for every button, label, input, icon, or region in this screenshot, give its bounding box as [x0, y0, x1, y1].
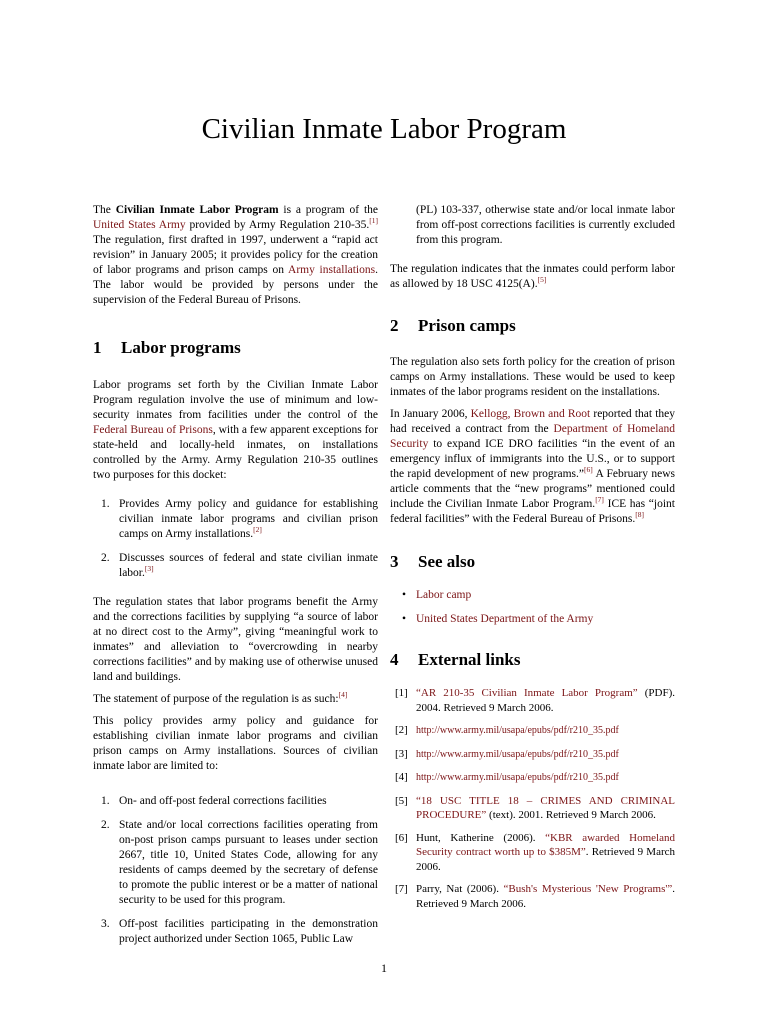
policy-quote: This policy provides army policy and guidance for establishing civilian inmate labor programs and civilian prison camps on Army installations. Sources of civilian inmate labor are limited to:	[93, 715, 378, 772]
ref-link-2[interactable]: [2]	[253, 525, 262, 535]
list-item: 1. On- and off-post federal corrections facilities	[101, 795, 327, 807]
link-kellogg-brown-and-root[interactable]: Kellogg, Brown and Root	[470, 408, 591, 420]
heading-external-links: 4 External links	[390, 650, 521, 669]
list-item: • United States Department of the Army	[402, 613, 594, 625]
link-department-of-homeland-security[interactable]: Department of Homeland Security	[390, 423, 676, 450]
reference-link[interactable]: “KBR awarded Homeland Security contract worth up to $385M”	[416, 831, 675, 858]
reference-item: [2] http://www.army.mil/usapa/epubs/pdf/r210_35.pdf	[395, 724, 619, 736]
list-item: 1. Provides Army policy and guidance for establishing civilian inmate labor programs and civilian prison camps on Army installations.[2]	[101, 498, 378, 540]
kbr-paragraph: In January 2006, Kellogg, Brown and Root reported that they had received a contract from the Department of Homeland Security to expand ICE DRO facilities “in the event of an emergency influx of immigrants into the U.S., or to support the rapid development of new programs.”[6] A February news article comments that the “new programs” mentioned could include the Civilian Inmate Labor Program.[7] ICE has “joint federal facilities” with the Federal Bureau of Prisons.[8]	[390, 408, 676, 525]
list-item: 3. Off-post facilities participating in the demonstration project authorized under Section 1065, Public Law	[101, 918, 378, 945]
list-item: 2. Discusses sources of federal and state civilian inmate labor.[3]	[101, 552, 378, 579]
purposes-list	[93, 497, 378, 581]
see-also-list	[390, 588, 675, 627]
intro-bold-term: Civilian Inmate Labor Program	[115, 204, 279, 216]
usc-paragraph: The regulation indicates that the inmates could perform labor as allowed by 18 USC 4125(A).[5]	[390, 263, 675, 290]
reference-url[interactable]: http://www.army.mil/usapa/epubs/pdf/r210_35.pdf	[416, 748, 619, 760]
reference-item: [6] Hunt, Katherine (2006). “KBR awarded Homeland Security contract worth up to $385M”. Retrieved 9 March 2006.	[395, 831, 676, 873]
link-labor-camp[interactable]: Labor camp	[416, 589, 472, 601]
heading-prison-camps: 2 Prison camps	[390, 316, 516, 335]
ref-link-3[interactable]: [3]	[144, 564, 154, 574]
reference-item: [7] Parry, Nat (2006). “Bush's Mysterious 'New Programs'”. Retrieved 9 March 2006.	[395, 883, 675, 910]
list-item: 2. State and/or local corrections facilities operating from on-post prison camps pursuant to leases under section 2667, title 10, United States Code, allowing for any residents of camps deemed by the secretary of defense to promote the public interest or be a matter of national security to be used for this program.	[101, 819, 378, 906]
statement-intro: The statement of purpose of the regulation is as such:[4]	[93, 690, 348, 705]
heading-labor-programs: 1 Labor programs	[93, 338, 241, 357]
ref-link-8[interactable]: [8]	[635, 510, 645, 520]
labor-programs-paragraph: Labor programs set forth by the Civilian Inmate Labor Program regulation involve the use of minimum and low-security inmates from facilities under the control of the Federal Bureau of Prisons, with a few apparent exceptions for state-held and locally-held inmates, on installations controlled by the Army. Army Regulation 210-35 outlines two purposes for this docket:	[93, 379, 378, 481]
reference-item: [1] “AR 210-35 Civilian Inmate Labor Program” (PDF). 2004. Retrieved 9 March 2006.	[395, 687, 675, 714]
link-federal-bureau-of-prisons[interactable]: Federal Bureau of Prisons	[93, 424, 213, 436]
link-army-installations[interactable]: Army installations	[288, 264, 376, 276]
intro-paragraph: The Civilian Inmate Labor Program is a program of the United States Army provided by Army Regulation 210-35.[1] The regulation, first drafted in 1997, underwent a “rapid act revision” in January 2005; it provides policy for the creation of labor programs and prison camps on Army installations. The labor would be provided by persons under the supervision of the Federal Bureau of Prisons.	[93, 204, 378, 306]
benefits-paragraph: The regulation states that labor programs benefit the Army and the corrections facilities by supplying “a source of labor at no direct cost to the Army”, giving “meaningful work to inmates” and alleviation to “overcrowding in nearby corrections facilities” and by making use of otherwise unused land and buildings.	[93, 596, 378, 683]
right-column	[390, 203, 675, 919]
ref-link-6[interactable]: [6]	[584, 465, 593, 475]
reference-item: [4] http://www.army.mil/usapa/epubs/pdf/r210_35.pdf	[395, 771, 619, 783]
sources-list	[93, 794, 378, 947]
prison-camps-paragraph: The regulation also sets forth policy for the creation of prison camps on Army installations. These would be used to keep inmates of the labor programs resident on the installations.	[390, 356, 675, 398]
ref-link-4[interactable]: [4]	[338, 690, 348, 700]
list-item-continuation: (PL) 103-337, otherwise state and/or local inmate labor from off-post corrections facilities is currently excluded from this program.	[416, 204, 675, 246]
link-us-department-of-the-army[interactable]: United States Department of the Army	[416, 613, 594, 625]
list-item: • Labor camp	[402, 589, 472, 601]
reference-item: [3] http://www.army.mil/usapa/epubs/pdf/r210_35.pdf	[395, 747, 619, 760]
reference-url[interactable]: http://www.army.mil/usapa/epubs/pdf/r210_35.pdf	[416, 772, 619, 783]
reference-link[interactable]: “Bush's Mysterious 'New Programs'”	[503, 883, 673, 895]
reference-item: [5] “18 USC TITLE 18 – CRIMES AND CRIMINAL PROCEDURE” (text). 2001. Retrieved 9 March 2006.	[395, 794, 675, 821]
references-list	[390, 686, 675, 911]
page-title: Civilian Inmate Labor Program	[201, 113, 567, 145]
left-column	[93, 203, 378, 956]
ref-link-1[interactable]: [1]	[369, 216, 378, 226]
reference-link[interactable]: “AR 210-35 Civilian Inmate Labor Program”	[416, 687, 638, 699]
ref-link-7[interactable]: [7]	[595, 495, 604, 505]
page-number: 1	[381, 961, 387, 975]
ref-link-5[interactable]: [5]	[537, 275, 547, 285]
reference-link[interactable]: “18 USC TITLE 18 – CRIMES AND CRIMINAL PROCEDURE”	[416, 794, 675, 821]
heading-see-also: 3 See also	[390, 552, 476, 571]
link-united-states-army[interactable]: United States Army	[93, 219, 186, 231]
reference-url[interactable]: http://www.army.mil/usapa/epubs/pdf/r210_35.pdf	[416, 725, 619, 736]
